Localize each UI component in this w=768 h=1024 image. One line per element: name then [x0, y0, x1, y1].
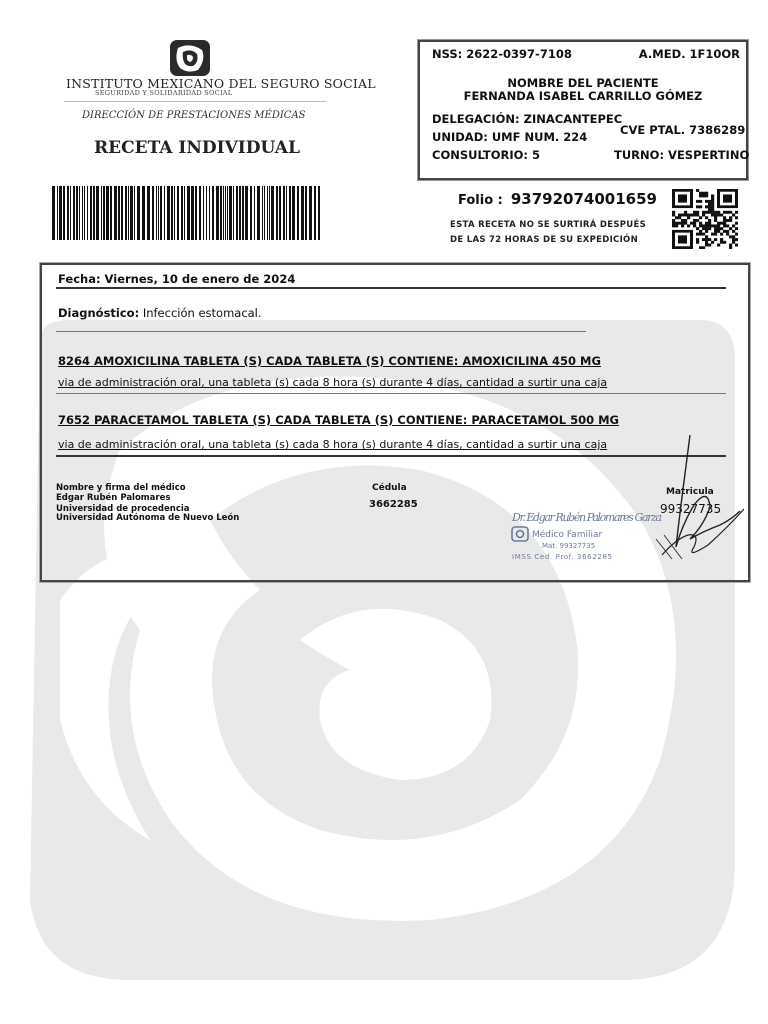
matricula-label: Matricula [666, 487, 714, 497]
delegacion-field: DELEGACIÓN: ZINACANTEPEC [432, 112, 623, 126]
institution-name: INSTITUTO MEXICANO DEL SEGURO SOCIAL [66, 76, 376, 91]
matricula-number: 99327735 [660, 502, 722, 516]
doctor-stamp-and-signature [504, 435, 744, 565]
cedula-number: 3662285 [369, 499, 418, 510]
validity-line-2: DE LAS 72 HORAS DE SU EXPEDICIÓN [450, 235, 638, 245]
stamp-line-1: Dr. Edgar Rubén Palomares Garza [512, 511, 662, 524]
medication-title: 7652 PARACETAMOL TABLETA (S) CADA TABLETA (S) CONTIENE: PARACETAMOL 500 MG [58, 413, 619, 427]
date-rule [56, 287, 726, 289]
item-rule [56, 393, 726, 394]
diagnosis-label: Diagnóstico: [58, 306, 140, 320]
institution-tagline: SEGURIDAD Y SOLIDARIDAD SOCIAL [95, 89, 233, 97]
stamp-line-3: Mat. 99327735 [542, 542, 596, 550]
document-title: RECETA INDIVIDUAL [94, 138, 300, 158]
stamp-line-2: Médico Familiar [532, 530, 603, 540]
header-divider [64, 101, 326, 102]
consultorio-field: CONSULTORIO: 5 [432, 148, 541, 162]
prescription-box [40, 263, 750, 582]
patient-name-label: NOMBRE DEL PACIENTE [507, 76, 659, 90]
diagnosis-rule [56, 331, 586, 332]
doctor-name-sign-label: Nombre y firma del médico [56, 483, 186, 493]
amed-field: A.MED. 1F10OR [638, 47, 740, 61]
validity-notice [450, 218, 646, 248]
patient-info-box [418, 40, 748, 180]
barcode-icon [52, 186, 324, 240]
university-label: Universidad de procedencia [56, 504, 190, 514]
folio-label: Folio : [458, 193, 503, 208]
folio [458, 190, 657, 208]
imss-stamp-icon [512, 527, 528, 541]
cve-ptal-field: CVE PTAL. 7386289 [620, 123, 746, 137]
prescription-date: Fecha: Viernes, 10 de enero de 2024 [58, 272, 296, 286]
doctor-name: Edgar Rubén Palomares [56, 493, 171, 503]
cedula-label: Cédula [372, 483, 407, 493]
medication-instructions: via de administración oral, una tableta (s) cada 8 hora (s) durante 4 días, cantidad a surtir una caja [58, 438, 608, 451]
diagnosis [58, 306, 262, 320]
nss-field: NSS: 2622-0397-7108 [432, 47, 572, 61]
folio-number: 93792074001659 [510, 190, 657, 208]
stamp-line-4: IMSS Ced. Prof. 3662285 [512, 553, 612, 561]
unidad-field: UNIDAD: UMF NUM. 224 [432, 130, 588, 144]
qr-code-icon [672, 189, 738, 249]
imss-eagle-emblem-icon [168, 38, 212, 78]
validity-line-1: ESTA RECETA NO SE SURTIRÁ DESPUÉS [450, 220, 647, 230]
diagnosis-text: Infección estomacal. [139, 306, 262, 320]
patient-name: FERNANDA ISABEL CARRILLO GÓMEZ [463, 89, 703, 103]
direction-heading: DIRECCIÓN DE PRESTACIONES MÉDICAS [82, 110, 306, 121]
university-name: Universidad Autónoma de Nuevo León [56, 513, 240, 523]
medication-instructions: via de administración oral, una tableta (s) cada 8 hora (s) durante 4 días, cantidad a surtir una caja [58, 376, 608, 389]
medication-title: 8264 AMOXICILINA TABLETA (S) CADA TABLETA (S) CONTIENE: AMOXICILINA 450 MG [58, 354, 601, 368]
turno-field: TURNO: VESPERTINO [614, 148, 750, 162]
